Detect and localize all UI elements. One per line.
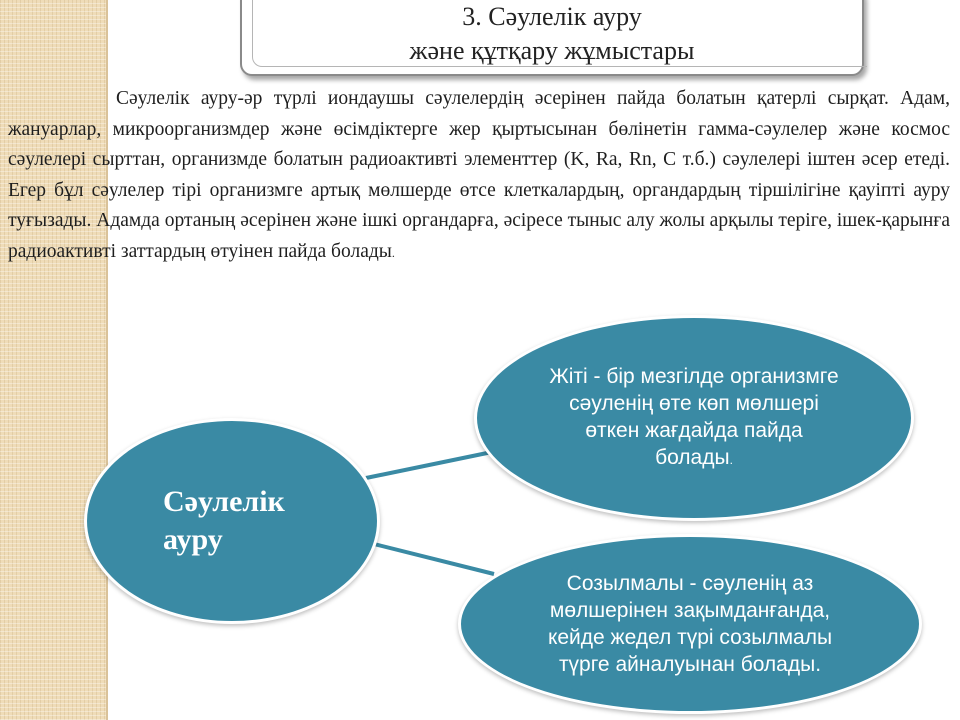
slide-title-line2: және құтқару жұмыстары — [409, 36, 695, 65]
acute-form-text: Жіті - бір мезгілде организмге сәуленің өте көп мөлшері өткен жағдайда пайда болады — [549, 364, 839, 469]
slide-title-line1: 3. Сәулелік ауру — [462, 2, 642, 31]
acute-form-end: . — [729, 452, 733, 467]
chronic-form-text: Созылмалы - сәуленің аз мөлшерінен зақымданғанда, кейде жедел түрі созылмалы түрге айналуынан болады. — [547, 572, 833, 676]
connector-to-chronic — [366, 542, 494, 574]
chronic-form-node — [458, 534, 922, 714]
body-paragraph-text: Сәулелік ауру-әр түрлі иондаушы сәулелердің әсерінен пайда болатын қатерлі сырқат. Адам, жануарлар, микроорганизмдер және өсімдіктерге жер қыртысынан бөлінетін гамма-сәулелер және космос сәулелері сырттан, организмде болатын радиоактивті элементтер (K, Ra, Rn, C т.б.) сәулелері іштен әсер етеді. Егер бұл сәулелер тірі организмге артық мөлшерде өтсе клеткалардың, органдардың тіршілігіне қауіпті ауру туғызады. Адамда ортаның әсерінен және ішкі органдарға, әсіресе тыныс алу жолы арқылы теріге, ішек-қарынға радиоактивті заттардың өтуінен пайда болады — [8, 88, 950, 262]
main-node-line2: ауру — [163, 523, 223, 556]
acute-form-node — [474, 315, 914, 521]
main-node-line1: Сәулелік — [163, 485, 285, 518]
connector-to-acute — [366, 452, 492, 478]
radiation-sickness-node — [84, 418, 380, 624]
body-paragraph-end: . — [391, 245, 395, 260]
